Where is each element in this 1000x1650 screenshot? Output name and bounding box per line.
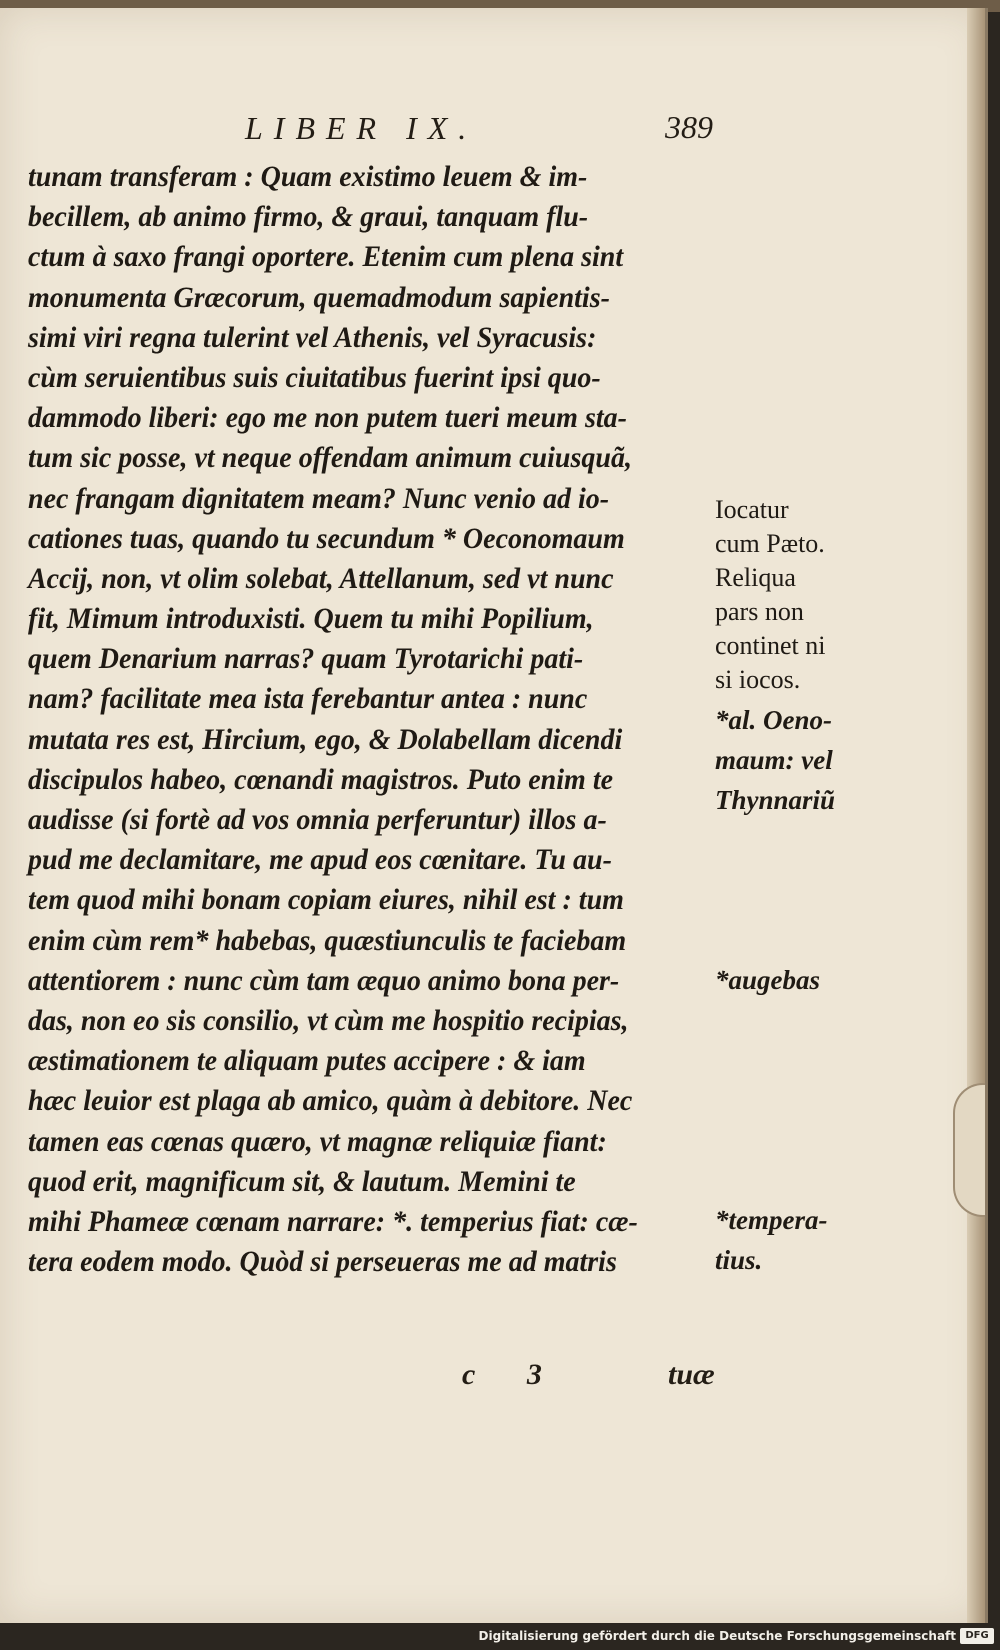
text-line: becillem, ab animo firmo, & graui, tanquam flu- xyxy=(28,201,589,234)
sidenote-line: cum Pæto. xyxy=(715,529,825,558)
text-line: discipulos habeo, cœnandi magistros. Puto enim te xyxy=(28,763,614,796)
credit-bar xyxy=(0,1623,1000,1650)
text-line: pud me declamitare, me apud eos cœnitare. Tu au- xyxy=(28,844,612,877)
text-line: tera eodem modo. Quòd si perseueras me ad matris xyxy=(28,1246,617,1279)
sidenote-line: si iocos. xyxy=(715,665,801,694)
text-line: monumenta Græcorum, quemadmodum sapientis- xyxy=(28,281,610,314)
sidenote-augebas xyxy=(715,960,820,1000)
body-text xyxy=(28,157,718,1282)
text-line: fit, Mimum introduxisti. Quem tu mihi Popilium, xyxy=(28,603,594,636)
text-line: mutata res est, Hircium, ego, & Dolabellam dicendi xyxy=(28,723,623,756)
sidenote-line: maum: vel xyxy=(715,745,833,775)
page-number: 389 xyxy=(665,109,713,145)
text-line: cationes tuas, quando tu secundum * Oeconomaum xyxy=(28,522,625,555)
thumb-index-tab xyxy=(953,1083,985,1217)
dfg-logo: DFG xyxy=(960,1628,994,1644)
text-line: tamen eas cœnas quæro, vt magnæ reliquiæ fiant: xyxy=(28,1125,607,1158)
signature-mark: c 3 xyxy=(462,1358,564,1391)
sidenote-line: pars non xyxy=(715,597,804,626)
text-line: hæc leuior est plaga ab amico, quàm à debitore. Nec xyxy=(28,1085,633,1118)
sidenote-line: *tempera- xyxy=(715,1205,828,1235)
sidenote-line: continet ni xyxy=(715,631,826,660)
text-line: dammodo liberi: ego me non putem tueri meum sta- xyxy=(28,402,627,435)
text-line: Accij, non, vt olim solebat, Attellanum, sed vt nunc xyxy=(28,562,614,595)
funding-credit: Digitalisierung gefördert durch die Deutsche Forschungsgemeinschaft xyxy=(478,1629,956,1643)
text-line: ctum à saxo frangi oportere. Etenim cum plena sint xyxy=(28,241,624,274)
page-header xyxy=(0,105,1000,155)
sidenote-line: tius. xyxy=(715,1245,763,1275)
page-footer xyxy=(0,1358,1000,1398)
text-line: attentiorem : nunc cùm tam æquo animo bona per- xyxy=(28,964,620,997)
sidenote-line: Iocatur xyxy=(715,495,789,524)
text-line: mihi Phameæ cœnam narrare: *. temperius fiat: cæ- xyxy=(28,1205,638,1238)
text-line: tunam transferam : Quam existimo leuem & im- xyxy=(28,161,588,193)
sidenote-line: *augebas xyxy=(715,965,821,995)
text-line: quem Denarium narras? quam Tyrotarichi pati- xyxy=(28,643,584,676)
text-line: æstimationem te aliquam putes accipere : & iam xyxy=(28,1045,586,1078)
text-line: cùm seruientibus suis ciuitatibus fuerint ipsi quo- xyxy=(28,361,601,394)
text-line: enim cùm rem* habebas, quæstiunculis te faciebam xyxy=(28,924,627,957)
text-line: nec frangam dignitatem meam? Nunc venio ad io- xyxy=(28,482,610,515)
sidenote-line: *al. Oeno- xyxy=(715,705,832,735)
text-line: tem quod mihi bonam copiam eiures, nihil est : tum xyxy=(28,884,624,917)
text-line: simi viri regna tulerint vel Athenis, vel Syracusis: xyxy=(28,321,597,354)
text-line: quod erit, magnificum sit, & lautum. Memini te xyxy=(28,1165,576,1198)
running-title: LIBER IX. xyxy=(245,110,478,146)
catchword: tuæ xyxy=(668,1358,715,1391)
text-line: nam? facilitate mea ista ferebantur antea : nunc xyxy=(28,683,588,716)
sidenote-temperatius xyxy=(715,1200,827,1280)
sidenote-variant-reading xyxy=(715,700,835,820)
sidenote-line: Reliqua xyxy=(715,563,796,592)
sidenote-line: Thynnariũ xyxy=(715,785,836,815)
text-line: tum sic posse, vt neque offendam animum cuiusquã, xyxy=(28,442,632,475)
text-line: das, non eo sis consilio, vt cùm me hospitio recipias, xyxy=(28,1004,629,1037)
sidenote-iocatur xyxy=(715,493,825,697)
text-line: audisse (si fortè ad vos omnia perferuntur) illos a- xyxy=(28,804,607,836)
